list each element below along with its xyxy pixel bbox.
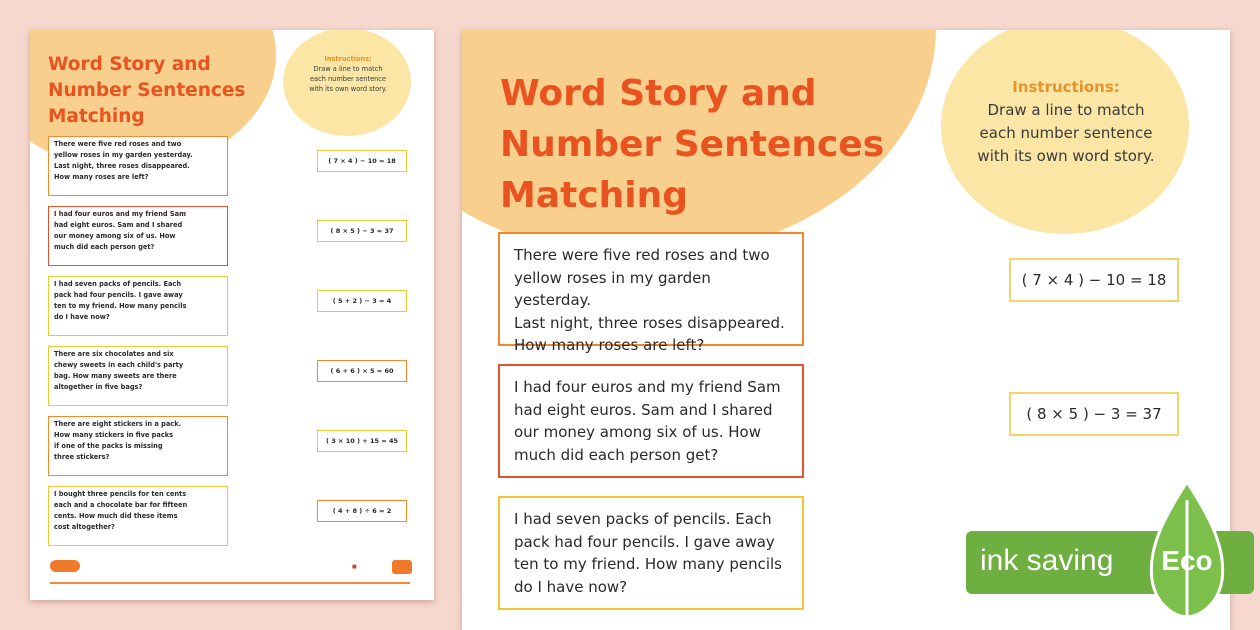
word-story-card (48, 486, 228, 546)
word-story-card (498, 496, 804, 610)
word-story-line: Last night, three roses disappeared. (514, 313, 785, 332)
title-line: Matching (48, 106, 145, 127)
number-sentence-box: ( 8 × 5 ) − 3 = 37 (317, 220, 407, 242)
word-story-line: our money among six of us. How (54, 232, 176, 240)
number-sentence-box: ( 7 × 4 ) − 10 = 18 (317, 150, 407, 172)
number-sentence-box: ( 6 + 6 ) × 5 = 60 (317, 360, 407, 382)
title-line: Word Story and (48, 54, 211, 75)
word-story-line: pack had four pencils. I gave away (54, 291, 183, 299)
title-line: Word Story and (500, 73, 817, 114)
worksheet-thumbnail (30, 30, 434, 600)
title-line: Matching (500, 175, 689, 216)
number-sentence-box: ( 4 + 8 ) ÷ 6 = 2 (317, 500, 407, 522)
word-story-line: Last night, three roses disappeared. (54, 162, 190, 170)
word-story-line: I had four euros and my friend Sam (514, 378, 781, 396)
word-story-line: much did each person get? (514, 445, 719, 464)
instructions-line: each number sentence (979, 124, 1153, 142)
word-story-line: I bought three pencils for ten cents (54, 490, 187, 498)
word-story-line: had eight euros. Sam and I shared (54, 221, 183, 229)
eco-label: Eco (1161, 545, 1213, 576)
word-story-line: cost altogether? (54, 523, 115, 531)
instructions (293, 54, 403, 94)
word-story-card (48, 346, 228, 406)
word-story-line: There are eight stickers in a pack. (54, 420, 182, 428)
brand-icon (392, 560, 412, 574)
word-story-line: each and a chocolate bar for fifteen (54, 501, 188, 509)
word-story-line: I had four euros and my friend Sam (54, 210, 186, 218)
word-story-line: yellow roses in my garden yesterday. (514, 268, 711, 309)
word-story-card (48, 206, 228, 266)
footer-divider (50, 582, 410, 584)
instructions-heading: Instructions: (1012, 78, 1120, 96)
number-sentence-box: ( 8 × 5 ) − 3 = 37 (1009, 392, 1179, 436)
word-story-line: three stickers? (54, 453, 110, 461)
word-story-line: ten to my friend. How many pencils (514, 555, 782, 573)
word-story-line: How many stickers in five packs (54, 431, 174, 439)
page-title (500, 68, 884, 221)
word-story-line: had eight euros. Sam and I shared (514, 400, 773, 419)
word-story-line: I had seven packs of pencils. Each (514, 510, 772, 528)
word-story-card (498, 232, 804, 354)
word-story-line: cents. How much did these items (54, 512, 178, 520)
title-line: Number Sentences (48, 80, 246, 101)
word-story-line: altogether in five bags? (54, 383, 143, 391)
instructions-line: with its own word story. (309, 85, 387, 93)
word-story-line: do I have now? (54, 313, 110, 321)
word-story-line: I had seven packs of pencils. Each (54, 280, 182, 288)
number-sentence-box: ( 7 × 4 ) − 10 = 18 (1009, 258, 1179, 302)
word-story-card (48, 416, 228, 476)
instructions (961, 76, 1171, 168)
word-story-line: bag. How many sweets are there (54, 372, 177, 380)
word-story-line: ten to my friend. How many pencils (54, 302, 187, 310)
instructions-line: each number sentence (309, 75, 386, 83)
word-story-card (48, 276, 228, 336)
number-sentence-box: ( 5 + 2 ) − 3 = 4 (317, 290, 407, 312)
word-story-line: There were five red roses and two (514, 246, 770, 264)
word-story-card (48, 136, 228, 196)
page-title (48, 52, 245, 130)
footer-brand-icon: ■ (352, 564, 357, 570)
instructions-line: Draw a line to match (987, 101, 1145, 119)
word-story-line: There are six chocolates and six (54, 350, 174, 358)
word-story-card (498, 364, 804, 478)
instructions-heading: Instructions: (324, 55, 372, 63)
instructions-line: with its own word story. (977, 147, 1155, 165)
word-story-line: do I have now? (514, 577, 628, 596)
word-story-line: pack had four pencils. I gave away (514, 532, 775, 551)
word-story-line: How many roses are left? (54, 173, 149, 181)
word-story-line: much did each person get? (54, 243, 155, 251)
word-story-line: if one of the packs is missing (54, 442, 163, 450)
instructions-line: Draw a line to match (313, 65, 383, 73)
word-story-line: How many roses are left? (514, 336, 705, 354)
number-sentence-box: ( 3 × 10 ) + 15 = 45 (317, 430, 407, 452)
word-story-line: yellow roses in my garden yesterday. (54, 151, 193, 159)
title-line: Number Sentences (500, 124, 885, 165)
word-story-line: chewy sweets in each child's party (54, 361, 184, 369)
word-story-line: our money among six of us. How (514, 423, 762, 441)
word-story-line: There were five red roses and two (54, 140, 182, 148)
ink-saving-label: ink saving (980, 544, 1114, 577)
logo-icon (50, 560, 80, 572)
